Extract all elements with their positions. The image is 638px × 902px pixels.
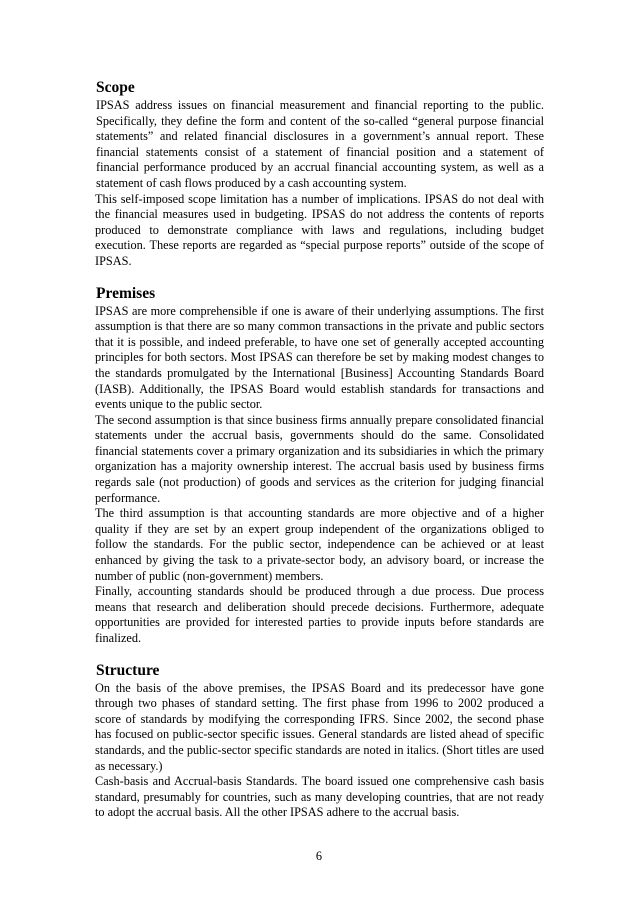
premises-paragraph-3: The third assumption is that accounting standards are more objective and of a higher quality if they are set by an expert group independent of the organizations obliged to follow the standards. For the public sector, independence can be achieved or at least enhanced by giving the task to a private-sector body, an advisory board, or increase the number of public (non-government) members.	[95, 506, 544, 583]
section-heading-premises: Premises	[96, 284, 156, 302]
section-premises	[95, 284, 544, 647]
scope-paragraph-1: IPSAS address issues on financial measurement and financial reporting to the public. Specifically, they define the form and content of the so-called “general purpose financial statements” and related financial disclosures in a government’s annual report. These financial statements consist of a statement of financial position and a statement of financial performance produced by an accrual financial accounting system, as well as a statement of cash flows produced by a cash accounting system.	[96, 98, 544, 190]
premises-paragraph-2: The second assumption is that since business firms annually prepare consolidated financial statements under the accrual basis, governments should do the same. Consolidated financial statements cover a primary organization and its subsidiaries in which the primary organization has a majority ownership interest. The accrual basis used by business firms regards sale (not production) of goods and services as the criterion for judging financial performance.	[95, 412, 544, 505]
structure-paragraph-2: Cash-basis and Accrual-basis Standards. The board issued one comprehensive cash basis standard, presumably for countries, such as many developing countries, that are not ready to adopt the accrual basis. All the other IPSAS adhere to the accrual basis.	[95, 774, 544, 820]
premises-paragraph-1: IPSAS are more comprehensible if one is aware of their underlying assumptions. The first assumption is that there are so many common transactions in the private and public sectors that it is possible, and indeed preferable, to have one set of generally accepted accounting principles for both sectors. Most IPSAS can therefore be set by making modest changes to the standards promulgated by the International [Business] Accounting Standards Board (IASB). Additionally, the IPSAS Board would establish standards for transactions and events unique to the public sector.	[95, 303, 544, 412]
structure-paragraph-1: On the basis of the above premises, the IPSAS Board and its predecessor have gone through two phases of standard setting. The first phase from 1996 to 2002 produced a score of standards by modifying the corresponding IFRS. Since 2002, the second phase has focused on public-sector specific issues. General standards are listed ahead of specific standards, and the public-sector specific standards are noted in italics. (Short titles are used as necessary.)	[95, 680, 544, 773]
section-scope	[95, 78, 544, 270]
scope-paragraph-2: This self-imposed scope limitation has a number of implications. IPSAS do not deal with the financial measures used in budgeting. IPSAS do not address the contents of reports produced to demonstrate compliance with laws and regulations, including budget execution. These reports are regarded as “special purpose reports” outside of the scope of IPSAS.	[95, 191, 544, 268]
section-heading-structure: Structure	[96, 661, 160, 679]
premises-paragraph-4: Finally, accounting standards should be produced through a due process. Due process means that research and deliberation should precede decisions. Furthermore, adequate opportunities are provided for interested parties to provide inputs before standards are finalized.	[95, 584, 544, 645]
section-heading-scope: Scope	[96, 79, 135, 96]
document-page	[95, 78, 544, 821]
section-structure	[95, 661, 544, 821]
page-number: 6	[315, 849, 323, 863]
